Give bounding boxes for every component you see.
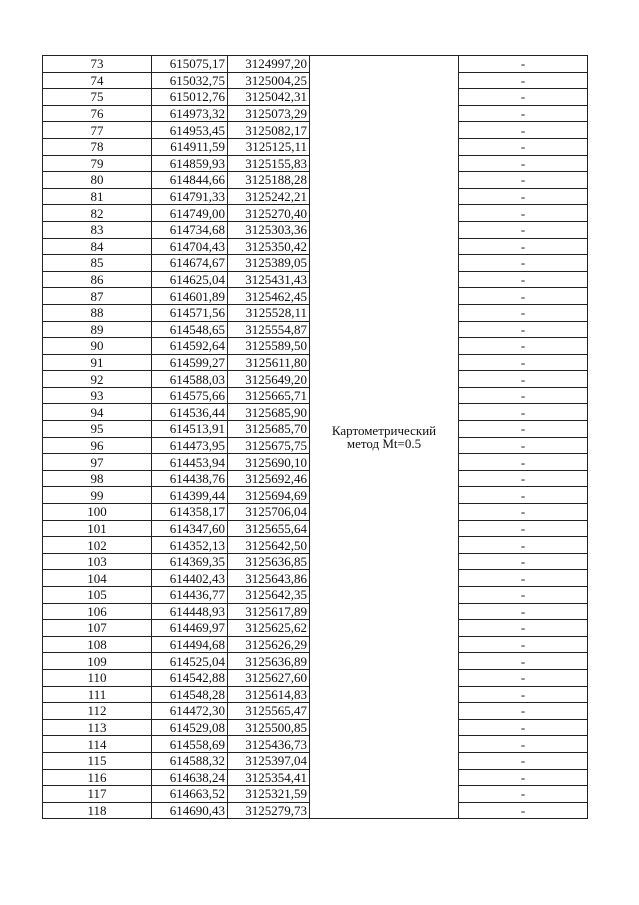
point-number-cell: 96 (43, 437, 152, 454)
y-coordinate-cell: 3125354,41 (228, 769, 310, 786)
x-coordinate-cell: 614575,66 (152, 387, 228, 404)
y-coordinate-cell: 3125004,25 (228, 72, 310, 89)
x-coordinate-cell: 615075,17 (152, 56, 228, 73)
x-coordinate-cell: 614536,44 (152, 404, 228, 421)
x-coordinate-cell: 614704,43 (152, 238, 228, 255)
y-coordinate-cell: 3125675,75 (228, 437, 310, 454)
y-coordinate-cell: 3125242,21 (228, 188, 310, 205)
y-coordinate-cell: 3125082,17 (228, 122, 310, 139)
y-coordinate-cell: 3125303,36 (228, 221, 310, 238)
y-coordinate-cell: 3125431,43 (228, 271, 310, 288)
point-number-cell: 104 (43, 570, 152, 587)
point-number-cell: 117 (43, 786, 152, 803)
accuracy-cell: - (459, 155, 588, 172)
x-coordinate-cell: 614352,13 (152, 537, 228, 554)
point-number-cell: 107 (43, 620, 152, 637)
method-label-line2: метод Mt=0.5 (346, 436, 422, 452)
x-coordinate-cell: 614494,68 (152, 636, 228, 653)
point-number-cell: 110 (43, 669, 152, 686)
x-coordinate-cell: 614663,52 (152, 786, 228, 803)
accuracy-cell: - (459, 470, 588, 487)
y-coordinate-cell: 3125436,73 (228, 736, 310, 753)
point-number-cell: 111 (43, 686, 152, 703)
y-coordinate-cell: 3125642,35 (228, 587, 310, 604)
accuracy-cell: - (459, 752, 588, 769)
y-coordinate-cell: 3125685,70 (228, 421, 310, 438)
y-coordinate-cell: 3125389,05 (228, 255, 310, 272)
accuracy-cell: - (459, 321, 588, 338)
point-number-cell: 97 (43, 454, 152, 471)
y-coordinate-cell: 3125155,83 (228, 155, 310, 172)
y-coordinate-cell: 3125462,45 (228, 288, 310, 305)
x-coordinate-cell: 614558,69 (152, 736, 228, 753)
x-coordinate-cell: 614548,28 (152, 686, 228, 703)
point-number-cell: 91 (43, 354, 152, 371)
point-number-cell: 84 (43, 238, 152, 255)
method-label-line1: Картометрический (331, 423, 437, 439)
y-coordinate-cell: 3125649,20 (228, 371, 310, 388)
x-coordinate-cell: 614513,91 (152, 421, 228, 438)
x-coordinate-cell: 614358,17 (152, 504, 228, 521)
point-number-cell: 87 (43, 288, 152, 305)
coordinates-table (42, 55, 588, 819)
accuracy-cell: - (459, 537, 588, 554)
point-number-cell: 94 (43, 404, 152, 421)
point-number-cell: 106 (43, 603, 152, 620)
accuracy-cell: - (459, 454, 588, 471)
x-coordinate-cell: 614690,43 (152, 802, 228, 819)
x-coordinate-cell: 614638,24 (152, 769, 228, 786)
x-coordinate-cell: 614791,33 (152, 188, 228, 205)
y-coordinate-cell: 3125626,29 (228, 636, 310, 653)
accuracy-cell: - (459, 487, 588, 504)
x-coordinate-cell: 614472,30 (152, 703, 228, 720)
point-number-cell: 77 (43, 122, 152, 139)
accuracy-cell: - (459, 703, 588, 720)
point-number-cell: 73 (43, 56, 152, 73)
y-coordinate-cell: 3125611,80 (228, 354, 310, 371)
accuracy-cell: - (459, 221, 588, 238)
y-coordinate-cell: 3125636,85 (228, 553, 310, 570)
y-coordinate-cell: 3125694,69 (228, 487, 310, 504)
x-coordinate-cell: 614734,68 (152, 221, 228, 238)
accuracy-cell: - (459, 89, 588, 106)
point-number-cell: 79 (43, 155, 152, 172)
y-coordinate-cell: 3125706,04 (228, 504, 310, 521)
y-coordinate-cell: 3125073,29 (228, 105, 310, 122)
x-coordinate-cell: 614599,27 (152, 354, 228, 371)
point-number-cell: 78 (43, 138, 152, 155)
x-coordinate-cell: 614674,67 (152, 255, 228, 272)
x-coordinate-cell: 614601,89 (152, 288, 228, 305)
y-coordinate-cell: 3125270,40 (228, 205, 310, 222)
accuracy-cell: - (459, 238, 588, 255)
y-coordinate-cell: 3125655,64 (228, 520, 310, 537)
accuracy-cell: - (459, 288, 588, 305)
y-coordinate-cell: 3125279,73 (228, 802, 310, 819)
point-number-cell: 114 (43, 736, 152, 753)
accuracy-cell: - (459, 719, 588, 736)
y-coordinate-cell: 3125643,86 (228, 570, 310, 587)
x-coordinate-cell: 615032,75 (152, 72, 228, 89)
point-number-cell: 88 (43, 304, 152, 321)
x-coordinate-cell: 615012,76 (152, 89, 228, 106)
accuracy-cell: - (459, 172, 588, 189)
x-coordinate-cell: 614592,64 (152, 338, 228, 355)
x-coordinate-cell: 614402,43 (152, 570, 228, 587)
point-number-cell: 82 (43, 205, 152, 222)
x-coordinate-cell: 614625,04 (152, 271, 228, 288)
accuracy-cell: - (459, 421, 588, 438)
point-number-cell: 76 (43, 105, 152, 122)
y-coordinate-cell: 3125614,83 (228, 686, 310, 703)
accuracy-cell: - (459, 437, 588, 454)
point-number-cell: 101 (43, 520, 152, 537)
accuracy-cell: - (459, 338, 588, 355)
accuracy-cell: - (459, 304, 588, 321)
x-coordinate-cell: 614911,59 (152, 138, 228, 155)
point-number-cell: 108 (43, 636, 152, 653)
point-number-cell: 86 (43, 271, 152, 288)
point-number-cell: 83 (43, 221, 152, 238)
x-coordinate-cell: 614859,93 (152, 155, 228, 172)
y-coordinate-cell: 3125625,62 (228, 620, 310, 637)
accuracy-cell: - (459, 271, 588, 288)
point-number-cell: 118 (43, 802, 152, 819)
y-coordinate-cell: 3124997,20 (228, 56, 310, 73)
y-coordinate-cell: 3125500,85 (228, 719, 310, 736)
point-number-cell: 115 (43, 752, 152, 769)
accuracy-cell: - (459, 786, 588, 803)
y-coordinate-cell: 3125665,71 (228, 387, 310, 404)
y-coordinate-cell: 3125554,87 (228, 321, 310, 338)
accuracy-cell: - (459, 603, 588, 620)
x-coordinate-cell: 614436,77 (152, 587, 228, 604)
y-coordinate-cell: 3125685,90 (228, 404, 310, 421)
point-number-cell: 74 (43, 72, 152, 89)
accuracy-cell: - (459, 669, 588, 686)
y-coordinate-cell: 3125617,89 (228, 603, 310, 620)
y-coordinate-cell: 3125042,31 (228, 89, 310, 106)
x-coordinate-cell: 614844,66 (152, 172, 228, 189)
point-number-cell: 112 (43, 703, 152, 720)
accuracy-cell: - (459, 188, 588, 205)
point-number-cell: 80 (43, 172, 152, 189)
point-number-cell: 105 (43, 587, 152, 604)
y-coordinate-cell: 3125528,11 (228, 304, 310, 321)
x-coordinate-cell: 614571,56 (152, 304, 228, 321)
accuracy-cell: - (459, 122, 588, 139)
point-number-cell: 89 (43, 321, 152, 338)
point-number-cell: 98 (43, 470, 152, 487)
point-number-cell: 92 (43, 371, 152, 388)
accuracy-cell: - (459, 620, 588, 637)
accuracy-cell: - (459, 504, 588, 521)
x-coordinate-cell: 614548,65 (152, 321, 228, 338)
accuracy-cell: - (459, 736, 588, 753)
accuracy-cell: - (459, 802, 588, 819)
accuracy-cell: - (459, 570, 588, 587)
point-number-cell: 95 (43, 421, 152, 438)
accuracy-cell: - (459, 686, 588, 703)
y-coordinate-cell: 3125642,50 (228, 537, 310, 554)
accuracy-cell: - (459, 387, 588, 404)
accuracy-cell: - (459, 636, 588, 653)
x-coordinate-cell: 614588,03 (152, 371, 228, 388)
point-number-cell: 113 (43, 719, 152, 736)
y-coordinate-cell: 3125125,11 (228, 138, 310, 155)
accuracy-cell: - (459, 653, 588, 670)
point-number-cell: 99 (43, 487, 152, 504)
accuracy-cell: - (459, 205, 588, 222)
point-number-cell: 81 (43, 188, 152, 205)
x-coordinate-cell: 614542,88 (152, 669, 228, 686)
accuracy-cell: - (459, 72, 588, 89)
accuracy-cell: - (459, 105, 588, 122)
x-coordinate-cell: 614438,76 (152, 470, 228, 487)
accuracy-cell: - (459, 769, 588, 786)
y-coordinate-cell: 3125589,50 (228, 338, 310, 355)
point-number-cell: 109 (43, 653, 152, 670)
point-number-cell: 116 (43, 769, 152, 786)
x-coordinate-cell: 614469,97 (152, 620, 228, 637)
accuracy-cell: - (459, 255, 588, 272)
x-coordinate-cell: 614399,44 (152, 487, 228, 504)
accuracy-cell: - (459, 587, 588, 604)
point-number-cell: 93 (43, 387, 152, 404)
accuracy-cell: - (459, 354, 588, 371)
x-coordinate-cell: 614529,08 (152, 719, 228, 736)
point-number-cell: 85 (43, 255, 152, 272)
method-cell (310, 56, 459, 819)
y-coordinate-cell: 3125690,10 (228, 454, 310, 471)
x-coordinate-cell: 614588,32 (152, 752, 228, 769)
y-coordinate-cell: 3125350,42 (228, 238, 310, 255)
y-coordinate-cell: 3125397,04 (228, 752, 310, 769)
y-coordinate-cell: 3125692,46 (228, 470, 310, 487)
y-coordinate-cell: 3125627,60 (228, 669, 310, 686)
x-coordinate-cell: 614473,95 (152, 437, 228, 454)
x-coordinate-cell: 614369,35 (152, 553, 228, 570)
point-number-cell: 103 (43, 553, 152, 570)
x-coordinate-cell: 614525,04 (152, 653, 228, 670)
y-coordinate-cell: 3125188,28 (228, 172, 310, 189)
point-number-cell: 90 (43, 338, 152, 355)
y-coordinate-cell: 3125321,59 (228, 786, 310, 803)
x-coordinate-cell: 614953,45 (152, 122, 228, 139)
x-coordinate-cell: 614749,00 (152, 205, 228, 222)
y-coordinate-cell: 3125636,89 (228, 653, 310, 670)
y-coordinate-cell: 3125565,47 (228, 703, 310, 720)
accuracy-cell: - (459, 56, 588, 73)
accuracy-cell: - (459, 404, 588, 421)
accuracy-cell: - (459, 553, 588, 570)
x-coordinate-cell: 614453,94 (152, 454, 228, 471)
point-number-cell: 100 (43, 504, 152, 521)
accuracy-cell: - (459, 520, 588, 537)
coordinates-table-body (43, 56, 588, 819)
accuracy-cell: - (459, 138, 588, 155)
point-number-cell: 102 (43, 537, 152, 554)
x-coordinate-cell: 614347,60 (152, 520, 228, 537)
x-coordinate-cell: 614448,93 (152, 603, 228, 620)
accuracy-cell: - (459, 371, 588, 388)
x-coordinate-cell: 614973,32 (152, 105, 228, 122)
point-number-cell: 75 (43, 89, 152, 106)
table-row (43, 56, 588, 73)
